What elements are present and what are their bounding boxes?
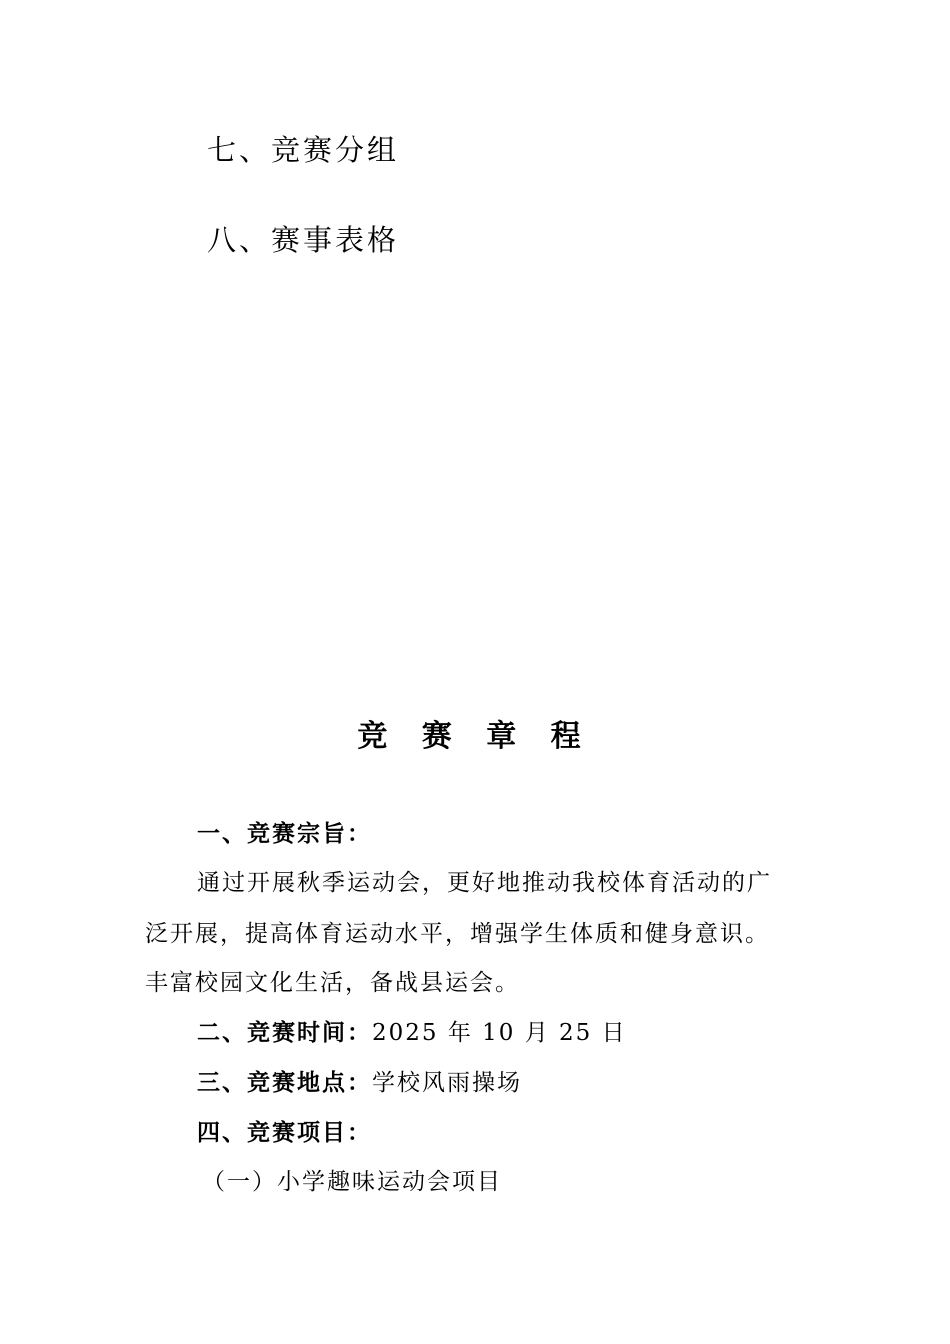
toc-item-competition-groups: 七、竞赛分组: [207, 133, 400, 167]
section-location: [197, 1071, 522, 1095]
purpose-paragraph-line-3: 丰富校园文化生活，备战县运会。: [145, 970, 520, 996]
section-location-value: 学校风雨操场: [372, 1070, 522, 1096]
toc-item-event-forms: 八、赛事表格: [207, 223, 400, 257]
section-purpose-heading: 一、竞赛宗旨：: [197, 820, 372, 847]
section-time-label: 二、竞赛时间：: [197, 1019, 372, 1046]
document-title: 竞 赛 章 程: [357, 719, 593, 754]
purpose-paragraph-line-1: 通过开展秋季运动会，更好地推动我校体育活动的广: [197, 870, 772, 896]
section-location-label: 三、竞赛地点：: [197, 1069, 372, 1096]
subsection-primary-fun-events: （一）小学趣味运动会项目: [202, 1169, 502, 1195]
purpose-paragraph-line-2: 泛开展，提高体育运动水平，增强学生体质和健身意识。: [145, 921, 770, 947]
section-time-value: 2025 年 10 月 25 日: [372, 1020, 627, 1046]
section-time: [197, 1021, 627, 1045]
section-events-heading: 四、竞赛项目：: [197, 1119, 372, 1146]
